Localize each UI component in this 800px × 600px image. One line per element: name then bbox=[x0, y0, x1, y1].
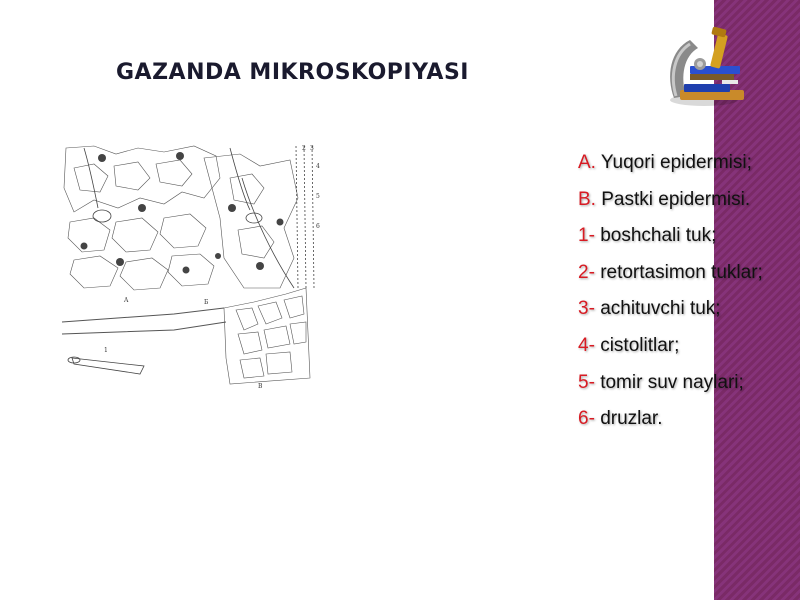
legend-text: achituvchi tuk; bbox=[600, 298, 721, 320]
legend-key: 6- bbox=[578, 408, 595, 430]
number-label-1: 1 bbox=[104, 347, 108, 354]
legend-item bbox=[578, 258, 763, 295]
slide-title: GAZANDA MIKROSKOPIYASI bbox=[116, 60, 469, 85]
number-label-5: 5 bbox=[316, 193, 320, 200]
legend-key: 2- bbox=[578, 261, 595, 283]
legend-item bbox=[578, 185, 763, 222]
epidermis-micrograph-figure bbox=[54, 138, 336, 396]
panel-label-a: A bbox=[124, 297, 129, 304]
microscope-icon bbox=[660, 26, 752, 108]
legend-item bbox=[578, 221, 763, 258]
legend-text: Yuqori epidermisi; bbox=[600, 152, 752, 173]
legend-list bbox=[578, 148, 763, 441]
legend-item bbox=[578, 331, 763, 368]
legend-key: 1- bbox=[578, 225, 595, 247]
legend-item bbox=[578, 404, 763, 441]
number-label-6: 6 bbox=[316, 223, 320, 230]
legend-key: 3- bbox=[578, 298, 595, 320]
number-label-4: 4 bbox=[316, 163, 320, 170]
number-label-2: 2 bbox=[302, 145, 306, 152]
legend-key: B. bbox=[578, 188, 596, 210]
legend-item bbox=[578, 294, 763, 331]
legend-text: retortasimon tuklar; bbox=[600, 261, 763, 283]
legend-key: A. bbox=[578, 152, 596, 173]
legend-item bbox=[578, 368, 763, 405]
legend-text: cistolitlar; bbox=[600, 334, 680, 356]
number-label-3: 3 bbox=[310, 145, 314, 152]
panel-label-b-cyrillic: Б bbox=[204, 299, 209, 306]
legend-key: 5- bbox=[578, 371, 595, 393]
legend-text: tomir suv naylari; bbox=[600, 371, 744, 393]
panel-label-v: B bbox=[258, 383, 263, 390]
legend-text: boshchali tuk; bbox=[600, 225, 717, 247]
legend-key: 4- bbox=[578, 334, 595, 356]
legend-text: Pastki epidermisi. bbox=[601, 188, 751, 210]
legend-item bbox=[578, 148, 763, 185]
legend-text: druzlar. bbox=[600, 408, 663, 430]
